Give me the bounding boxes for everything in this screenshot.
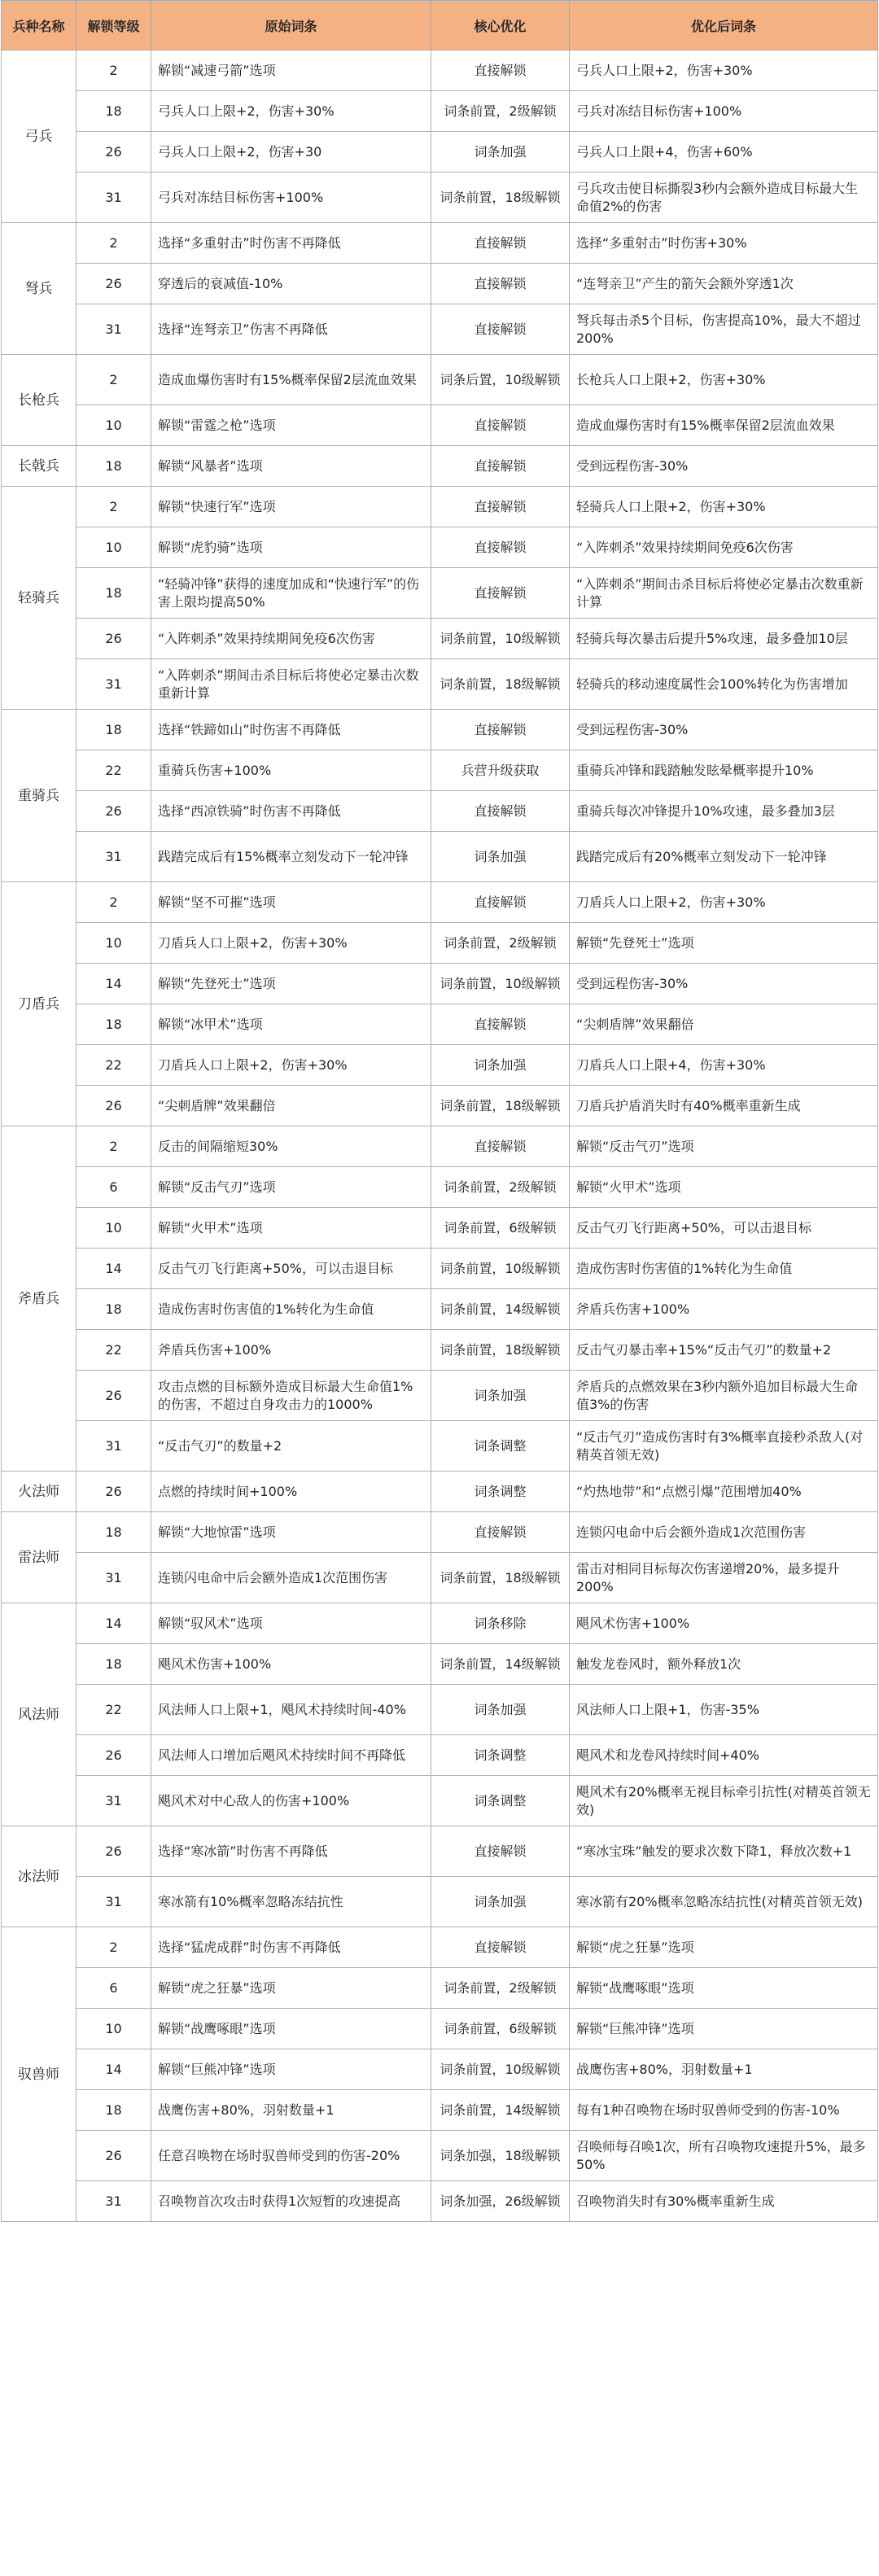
level-cell: 26 [77,1472,151,1512]
table-row [2,1735,878,1776]
original-entry-cell: 弓兵人口上限+2，伤害+30% [151,91,431,132]
unit-name-cell: 长枪兵 [2,355,77,446]
unit-name-cell: 驭兽师 [2,1927,77,2222]
level-cell: 31 [77,1877,151,1927]
level-cell: 6 [77,1968,151,2009]
core-optimization-cell: 词条前置，18级解锁 [431,659,570,710]
header-unit-name: 兵种名称 [2,1,77,50]
level-cell: 26 [77,1371,151,1421]
unit-name-cell: 重骑兵 [2,710,77,882]
optimized-entry-cell: 飓风术有20%概率无视目标牵引抗性(对精英首领无效) [570,1776,878,1826]
core-optimization-cell: 词条前置，2级解锁 [431,91,570,132]
table-row [2,1126,878,1167]
table-row [2,1086,878,1126]
table-row [2,2181,878,2222]
original-entry-cell: 任意召唤物在场时驭兽师受到的伤害-20% [151,2131,431,2181]
level-cell: 31 [77,832,151,882]
original-entry-cell: 重骑兵伤害+100% [151,750,431,791]
core-optimization-cell: 词条调整 [431,1421,570,1472]
table-row [2,619,878,659]
core-optimization-cell: 直接解锁 [431,405,570,446]
unit-name-cell: 火法师 [2,1472,77,1512]
level-cell: 10 [77,527,151,568]
optimized-entry-cell: 雷击对相同目标每次伤害递增20%，最多提升200% [570,1553,878,1603]
core-optimization-cell: 词条前置，18级解锁 [431,1330,570,1371]
level-cell: 18 [77,446,151,487]
level-cell: 26 [77,1086,151,1126]
level-cell: 26 [77,619,151,659]
core-optimization-cell: 词条前置，18级解锁 [431,1086,570,1126]
level-cell: 14 [77,1249,151,1289]
optimized-entry-cell: 飓风术和龙卷风持续时间+40% [570,1735,878,1776]
original-entry-cell: 解锁“战鹰啄眼”选项 [151,2009,431,2049]
original-entry-cell: 解锁“大地惊雷”选项 [151,1512,431,1553]
optimized-entry-cell: 反击气刃暴击率+15%“反击气刃”的数量+2 [570,1330,878,1371]
level-cell: 14 [77,1603,151,1644]
table-row [2,264,878,304]
original-entry-cell: 斧盾兵伤害+100% [151,1330,431,1371]
table-row [2,304,878,355]
core-optimization-cell: 兵营升级获取 [431,750,570,791]
table-row [2,1826,878,1877]
core-optimization-cell: 直接解锁 [431,487,570,527]
core-optimization-cell: 直接解锁 [431,1126,570,1167]
table-row [2,1421,878,1472]
original-entry-cell: 选择“连弩亲卫”伤害不再降低 [151,304,431,355]
table-row [2,91,878,132]
optimized-entry-cell: 刀盾兵人口上限+2，伤害+30% [570,882,878,923]
level-cell: 2 [77,50,151,91]
optimized-entry-cell: 触发龙卷风时，额外释放1次 [570,1644,878,1685]
table-row [2,132,878,173]
original-entry-cell: 解锁“反击气刃”选项 [151,1167,431,1208]
optimized-entry-cell: 弓兵人口上限+2，伤害+30% [570,50,878,91]
table-row [2,405,878,446]
original-entry-cell: 飓风术伤害+100% [151,1644,431,1685]
core-optimization-cell: 词条前置，2级解锁 [431,1167,570,1208]
unit-name-cell: 刀盾兵 [2,882,77,1126]
optimized-entry-cell: 长枪兵人口上限+2，伤害+30% [570,355,878,405]
core-optimization-cell: 直接解锁 [431,446,570,487]
level-cell: 22 [77,750,151,791]
original-entry-cell: 刀盾兵人口上限+2，伤害+30% [151,1045,431,1086]
level-cell: 31 [77,2181,151,2222]
optimized-entry-cell: 斧盾兵的点燃效果在3秒内额外追加目标最大生命值3%的伤害 [570,1371,878,1421]
core-optimization-cell: 词条加强 [431,132,570,173]
core-optimization-cell: 词条后置，10级解锁 [431,355,570,405]
table-row [2,1371,878,1421]
core-optimization-cell: 词条前置，14级解锁 [431,1289,570,1330]
original-entry-cell: “入阵刺杀”期间击杀目标后将使必定暴击次数重新计算 [151,659,431,710]
optimized-entry-cell: “灼热地带”和“点燃引爆”范围增加40% [570,1472,878,1512]
table-row [2,355,878,405]
optimized-entry-cell: 弩兵每击杀5个目标，伤害提高10%，最大不超过200% [570,304,878,355]
unit-name-cell: 冰法师 [2,1826,77,1927]
header-optimized-entry: 优化后词条 [570,1,878,50]
core-optimization-cell: 词条加强，18级解锁 [431,2131,570,2181]
core-optimization-cell: 词条加强 [431,1045,570,1086]
original-entry-cell: “入阵刺杀”效果持续期间免疫6次伤害 [151,619,431,659]
core-optimization-cell: 直接解锁 [431,223,570,264]
core-optimization-cell: 直接解锁 [431,568,570,619]
core-optimization-cell: 词条移除 [431,1603,570,1644]
original-entry-cell: 寒冰箭有10%概率忽略冻结抗性 [151,1877,431,1927]
core-optimization-cell: 词条加强 [431,1685,570,1735]
level-cell: 31 [77,1553,151,1603]
optimized-entry-cell: 弓兵攻击使目标撕裂3秒内会额外造成目标最大生命值2%的伤害 [570,173,878,223]
original-entry-cell: “轻骑冲锋”获得的速度加成和“快速行军”的伤害上限均提高50% [151,568,431,619]
optimized-entry-cell: 重骑兵冲锋和践踏触发眩晕概率提升10% [570,750,878,791]
core-optimization-cell: 直接解锁 [431,1826,570,1877]
optimized-entry-cell: 飓风术伤害+100% [570,1603,878,1644]
original-entry-cell: 反击的间隔缩短30% [151,1126,431,1167]
optimized-entry-cell: 弓兵人口上限+4，伤害+60% [570,132,878,173]
optimized-entry-cell: 召唤师每召唤1次，所有召唤物攻速提升5%，最多50% [570,2131,878,2181]
level-cell: 18 [77,91,151,132]
original-entry-cell: 解锁“雷霆之枪”选项 [151,405,431,446]
level-cell: 2 [77,1126,151,1167]
optimized-entry-cell: 受到远程伤害-30% [570,710,878,750]
level-cell: 2 [77,487,151,527]
level-cell: 2 [77,355,151,405]
table-row [2,1685,878,1735]
level-cell: 18 [77,2090,151,2131]
optimized-entry-cell: “尖刺盾牌”效果翻倍 [570,1004,878,1045]
table-row [2,791,878,832]
table-row [2,1330,878,1371]
table-row [2,2131,878,2181]
level-cell: 18 [77,568,151,619]
level-cell: 22 [77,1330,151,1371]
original-entry-cell: 解锁“巨熊冲锋”选项 [151,2049,431,2090]
table-row [2,1644,878,1685]
unit-name-cell: 风法师 [2,1603,77,1826]
table-row [2,1167,878,1208]
optimized-entry-cell: 轻骑兵每次暴击后提升5%攻速，最多叠加10层 [570,619,878,659]
core-optimization-cell: 词条前置，6级解锁 [431,2009,570,2049]
table-row [2,223,878,264]
optimized-entry-cell: 解锁“先登死士”选项 [570,923,878,964]
level-cell: 10 [77,1208,151,1249]
optimized-entry-cell: “入阵刺杀”期间击杀目标后将使必定暴击次数重新计算 [570,568,878,619]
original-entry-cell: 解锁“驭风术”选项 [151,1603,431,1644]
core-optimization-cell: 词条前置，2级解锁 [431,923,570,964]
core-optimization-cell: 词条前置，10级解锁 [431,1249,570,1289]
level-cell: 10 [77,923,151,964]
optimized-entry-cell: 解锁“反击气刃”选项 [570,1126,878,1167]
core-optimization-cell: 词条前置，14级解锁 [431,2090,570,2131]
table-row [2,2049,878,2090]
optimized-entry-cell: 解锁“战鹰啄眼”选项 [570,1968,878,2009]
core-optimization-cell: 词条加强 [431,832,570,882]
table-row [2,1045,878,1086]
core-optimization-cell: 直接解锁 [431,1512,570,1553]
core-optimization-cell: 词条加强 [431,1877,570,1927]
level-cell: 22 [77,1685,151,1735]
unit-name-cell: 长戟兵 [2,446,77,487]
unit-name-cell: 雷法师 [2,1512,77,1603]
original-entry-cell: 解锁“火甲术”选项 [151,1208,431,1249]
original-entry-cell: 解锁“风暴者”选项 [151,446,431,487]
optimized-entry-cell: 刀盾兵护盾消失时有40%概率重新生成 [570,1086,878,1126]
table-body [2,50,878,2222]
core-optimization-cell: 词条加强，26级解锁 [431,2181,570,2222]
level-cell: 18 [77,710,151,750]
level-cell: 14 [77,2049,151,2090]
optimized-entry-cell: “连弩亲卫”产生的箭矢会额外穿透1次 [570,264,878,304]
level-cell: 31 [77,173,151,223]
level-cell: 18 [77,1004,151,1045]
table-row [2,1776,878,1826]
table-row [2,1877,878,1927]
original-entry-cell: 解锁“虎之狂暴”选项 [151,1968,431,2009]
core-optimization-cell: 词条前置，14级解锁 [431,1644,570,1685]
table-row [2,2009,878,2049]
optimized-entry-cell: 受到远程伤害-30% [570,446,878,487]
table-row [2,2090,878,2131]
level-cell: 26 [77,132,151,173]
core-optimization-cell: 词条前置，10级解锁 [431,2049,570,2090]
optimized-entry-cell: 选择“多重射击”时伤害+30% [570,223,878,264]
core-optimization-cell: 直接解锁 [431,1927,570,1968]
level-cell: 2 [77,223,151,264]
table-row [2,659,878,710]
core-optimization-cell: 直接解锁 [431,304,570,355]
core-optimization-cell: 词条前置，6级解锁 [431,1208,570,1249]
core-optimization-cell: 词条前置，10级解锁 [431,619,570,659]
original-entry-cell: 战鹰伤害+80%，羽射数量+1 [151,2090,431,2131]
table-row [2,1927,878,1968]
optimized-entry-cell: 践踏完成后有20%概率立刻发动下一轮冲锋 [570,832,878,882]
level-cell: 18 [77,1289,151,1330]
optimized-entry-cell: 轻骑兵的移动速度属性会100%转化为伤害增加 [570,659,878,710]
optimized-entry-cell: 受到远程伤害-30% [570,964,878,1004]
unit-name-cell: 弩兵 [2,223,77,355]
original-entry-cell: 选择“西凉铁骑”时伤害不再降低 [151,791,431,832]
original-entry-cell: 解锁“坚不可摧”选项 [151,882,431,923]
header-unlock-level: 解锁等级 [77,1,151,50]
original-entry-cell: 攻击点燃的目标额外造成目标最大生命值1%的伤害，不超过自身攻击力的1000% [151,1371,431,1421]
optimized-entry-cell: 战鹰伤害+80%，羽射数量+1 [570,2049,878,2090]
level-cell: 31 [77,659,151,710]
optimized-entry-cell: 弓兵对冻结目标伤害+100% [570,91,878,132]
table-row [2,1472,878,1512]
original-entry-cell: 点燃的持续时间+100% [151,1472,431,1512]
optimized-entry-cell: 重骑兵每次冲锋提升10%攻速，最多叠加3层 [570,791,878,832]
table-row [2,527,878,568]
core-optimization-cell: 直接解锁 [431,50,570,91]
core-optimization-cell: 词条调整 [431,1776,570,1826]
level-cell: 26 [77,1826,151,1877]
table-row [2,964,878,1004]
optimized-entry-cell: 造成血爆伤害时有15%概率保留2层流血效果 [570,405,878,446]
optimized-entry-cell: 解锁“火甲术”选项 [570,1167,878,1208]
table-row [2,710,878,750]
level-cell: 10 [77,405,151,446]
original-entry-cell: 飓风术对中心敌人的伤害+100% [151,1776,431,1826]
table-row [2,568,878,619]
original-entry-cell: 穿透后的衰减值-10% [151,264,431,304]
original-entry-cell: 风法师人口增加后飓风术持续时间不再降低 [151,1735,431,1776]
table-row [2,882,878,923]
table-row [2,50,878,91]
table-row [2,832,878,882]
table-row [2,487,878,527]
optimized-entry-cell: 斧盾兵伤害+100% [570,1289,878,1330]
level-cell: 10 [77,2009,151,2049]
unit-name-cell: 斧盾兵 [2,1126,77,1472]
optimized-entry-cell: 寒冰箭有20%概率忽略冻结抗性(对精英首领无效) [570,1877,878,1927]
header-row [2,1,878,50]
table-row [2,1968,878,2009]
optimized-entry-cell: 风法师人口上限+1，伤害-35% [570,1685,878,1735]
core-optimization-cell: 直接解锁 [431,882,570,923]
original-entry-cell: 选择“铁蹄如山”时伤害不再降低 [151,710,431,750]
optimized-entry-cell: 造成伤害时伤害值的1%转化为生命值 [570,1249,878,1289]
level-cell: 31 [77,1421,151,1472]
original-entry-cell: 践踏完成后有15%概率立刻发动下一轮冲锋 [151,832,431,882]
core-optimization-cell: 直接解锁 [431,527,570,568]
optimized-entry-cell: 连锁闪电命中后会额外造成1次范围伤害 [570,1512,878,1553]
table-row [2,1249,878,1289]
original-entry-cell: 弓兵对冻结目标伤害+100% [151,173,431,223]
original-entry-cell: 造成血爆伤害时有15%概率保留2层流血效果 [151,355,431,405]
original-entry-cell: 解锁“虎豹骑”选项 [151,527,431,568]
original-entry-cell: 造成伤害时伤害值的1%转化为生命值 [151,1289,431,1330]
original-entry-cell: 选择“寒冰箭”时伤害不再降低 [151,1826,431,1877]
unit-optimization-table [1,0,878,2222]
core-optimization-cell: 词条前置，10级解锁 [431,964,570,1004]
table-row [2,750,878,791]
table-row [2,1553,878,1603]
level-cell: 26 [77,2131,151,2181]
level-cell: 26 [77,264,151,304]
original-entry-cell: 选择“多重射击”时伤害不再降低 [151,223,431,264]
core-optimization-cell: 词条加强 [431,1371,570,1421]
optimized-entry-cell: “反击气刃”造成伤害时有3%概率直接秒杀敌人(对精英首领无效) [570,1421,878,1472]
table-row [2,923,878,964]
level-cell: 14 [77,964,151,1004]
original-entry-cell: 解锁“冰甲术”选项 [151,1004,431,1045]
header-core-optimization: 核心优化 [431,1,570,50]
unit-name-cell: 弓兵 [2,50,77,223]
original-entry-cell: 召唤物首次攻击时获得1次短暂的攻速提高 [151,2181,431,2222]
level-cell: 31 [77,304,151,355]
original-entry-cell: 连锁闪电命中后会额外造成1次范围伤害 [151,1553,431,1603]
level-cell: 18 [77,1644,151,1685]
table-row [2,173,878,223]
optimized-entry-cell: 解锁“虎之狂暴”选项 [570,1927,878,1968]
optimized-entry-cell: 轻骑兵人口上限+2，伤害+30% [570,487,878,527]
table-row [2,1004,878,1045]
optimized-entry-cell: “寒冰宝珠”触发的要求次数下降1，释放次数+1 [570,1826,878,1877]
optimized-entry-cell: 反击气刃飞行距离+50%，可以击退目标 [570,1208,878,1249]
original-entry-cell: 解锁“快速行军”选项 [151,487,431,527]
table-row [2,446,878,487]
original-entry-cell: 反击气刃飞行距离+50%，可以击退目标 [151,1249,431,1289]
table-row [2,1603,878,1644]
core-optimization-cell: 直接解锁 [431,264,570,304]
level-cell: 26 [77,1735,151,1776]
original-entry-cell: 解锁“先登死士”选项 [151,964,431,1004]
level-cell: 6 [77,1167,151,1208]
level-cell: 18 [77,1512,151,1553]
original-entry-cell: 选择“猛虎成群”时伤害不再降低 [151,1927,431,1968]
core-optimization-cell: 词条前置，18级解锁 [431,173,570,223]
level-cell: 31 [77,1776,151,1826]
core-optimization-cell: 词条调整 [431,1472,570,1512]
core-optimization-cell: 直接解锁 [431,710,570,750]
optimized-entry-cell: “入阵刺杀”效果持续期间免疫6次伤害 [570,527,878,568]
level-cell: 26 [77,791,151,832]
table-row [2,1512,878,1553]
original-entry-cell: 刀盾兵人口上限+2，伤害+30% [151,923,431,964]
unit-name-cell: 轻骑兵 [2,487,77,710]
original-entry-cell: “反击气刃”的数量+2 [151,1421,431,1472]
level-cell: 2 [77,1927,151,1968]
core-optimization-cell: 词条调整 [431,1735,570,1776]
table-row [2,1289,878,1330]
optimized-entry-cell: 解锁“巨熊冲锋”选项 [570,2009,878,2049]
original-entry-cell: “尖刺盾牌”效果翻倍 [151,1086,431,1126]
core-optimization-cell: 直接解锁 [431,791,570,832]
level-cell: 22 [77,1045,151,1086]
original-entry-cell: 风法师人口上限+1，飓风术持续时间-40% [151,1685,431,1735]
core-optimization-cell: 直接解锁 [431,1004,570,1045]
original-entry-cell: 弓兵人口上限+2，伤害+30 [151,132,431,173]
optimized-entry-cell: 召唤物消失时有30%概率重新生成 [570,2181,878,2222]
table-row [2,1208,878,1249]
header-original-entry: 原始词条 [151,1,431,50]
core-optimization-cell: 词条前置，2级解锁 [431,1968,570,2009]
original-entry-cell: 解锁“减速弓箭”选项 [151,50,431,91]
level-cell: 2 [77,882,151,923]
optimized-entry-cell: 刀盾兵人口上限+4，伤害+30% [570,1045,878,1086]
core-optimization-cell: 词条前置，18级解锁 [431,1553,570,1603]
optimized-entry-cell: 每有1种召唤物在场时驭兽师受到的伤害-10% [570,2090,878,2131]
